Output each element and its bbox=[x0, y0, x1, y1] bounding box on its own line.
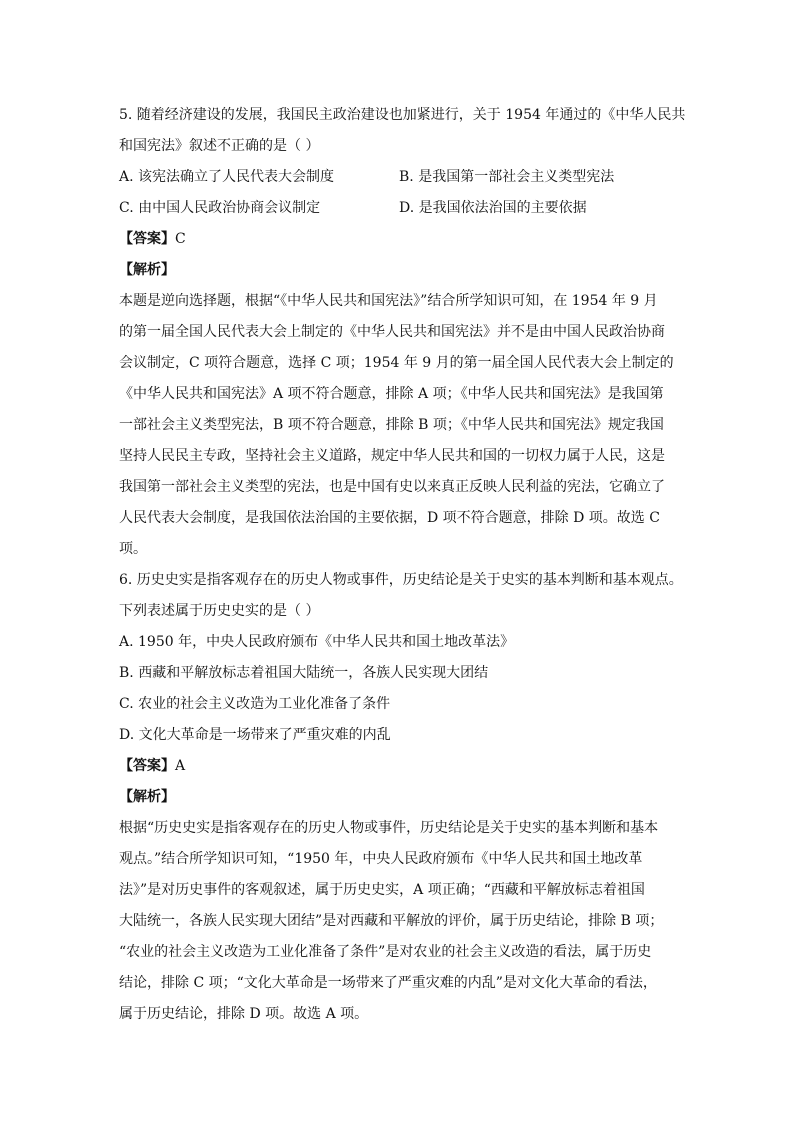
q5-option-c: C. 由中国人民政治协商会议制定 bbox=[119, 200, 321, 216]
q5-option-d: D. 是我国依法治国的主要依据 bbox=[399, 200, 587, 216]
q6-analysis-line-1: 根据“历史史实是指客观存在的历史人物或事件，历史结论是关于史实的基本判断和基本 bbox=[119, 820, 659, 836]
q6-answer-tag: 【答案】 bbox=[119, 758, 175, 774]
q5-analysis-line-3: 会议制定，C 项符合题意，选择 C 项；1954 年 9 月的第一届全国人民代表大会上制定的 bbox=[119, 355, 674, 371]
q6-analysis-line-3: 法》”是对历史事件的客观叙述，属于历史史实，A 项正确；“西藏和平解放标志着祖国 bbox=[119, 882, 645, 898]
q5-analysis-line-2: 的第一届全国人民代表大会上制定的《中华人民共和国宪法》并不是由中国人民政治协商 bbox=[119, 324, 665, 340]
q5-stem-line-2: 和国宪法》叙述不正确的是（ ） bbox=[119, 138, 320, 154]
q5-option-a: A. 该宪法确立了人民代表大会制度 bbox=[119, 169, 335, 185]
q5-analysis-line-5: 一部社会主义类型宪法，B 项不符合题意，排除 B 项；《中华人民共和国宪法》规定我国 bbox=[119, 417, 664, 433]
q5-answer-value: C bbox=[175, 231, 186, 247]
q6-analysis-tag: 【解析】 bbox=[119, 789, 175, 805]
q5-analysis-line-4: 《中华人民共和国宪法》A 项不符合题意，排除 A 项；《中华人民共和国宪法》是我国第 bbox=[119, 386, 664, 402]
q5-answer-tag: 【答案】 bbox=[119, 231, 175, 247]
q6-option-b: B. 西藏和平解放标志着祖国大陆统一，各族人民实现大团结 bbox=[119, 665, 489, 681]
q5-options-row-1 bbox=[119, 162, 679, 193]
q5-analysis-line-7: 我国第一部社会主义类型的宪法，也是中国有史以来真正反映人民利益的宪法，它确立了 bbox=[119, 479, 665, 495]
q5-analysis-line-8: 人民代表大会制度，是我国依法治国的主要依据，D 项不符合题意，排除 D 项。故选 C bbox=[119, 510, 660, 526]
q5-option-b: B. 是我国第一部社会主义类型宪法 bbox=[399, 169, 615, 185]
q6-analysis-line-4: 大陆统一，各族人民实现大团结”是对西藏和平解放的评价，属于历史结论，排除 B 项； bbox=[119, 913, 664, 929]
q5-analysis-line-6: 坚持人民民主专政，坚持社会主义道路，规定中华人民共和国的一切权力属于人民，这是 bbox=[119, 448, 665, 464]
q6-option-a: A. 1950 年，中央人民政府颁布《中华人民共和国土地改革法》 bbox=[119, 634, 515, 650]
q5-analysis-line-1: 本题是逆向选择题，根据“《中华人民共和国宪法》”结合所学知识可知，在 1954 年 9 月 bbox=[119, 293, 658, 309]
q6-answer bbox=[119, 751, 679, 782]
q6-stem-line-2: 下列表述属于历史史实的是（ ） bbox=[119, 603, 320, 619]
q6-analysis-heading bbox=[119, 782, 679, 813]
q5-options-row-2 bbox=[119, 193, 679, 224]
q6-analysis-line-2: 观点。”结合所学知识可知，“1950 年，中央人民政府颁布《中华人民共和国土地改革 bbox=[119, 851, 643, 867]
q5-answer bbox=[119, 224, 679, 255]
document-page bbox=[119, 100, 686, 1030]
q6-option-c: C. 农业的社会主义改造为工业化准备了条件 bbox=[119, 696, 391, 712]
q6-analysis-line-6: 结论，排除 C 项；“文化大革命是一场带来了严重灾难的内乱”是对文化大革命的看法， bbox=[119, 975, 657, 991]
q6-option-d: D. 文化大革命是一场带来了严重灾难的内乱 bbox=[119, 727, 391, 743]
q6-stem-line-1: 6. 历史史实是指客观存在的历史人物或事件，历史结论是关于史实的基本判断和基本观点。 bbox=[119, 572, 683, 588]
q5-stem-line-1: 5. 随着经济建设的发展，我国民主政治建设也加紧进行，关于 1954 年通过的《中华人民共 bbox=[119, 107, 686, 123]
q5-analysis-tag: 【解析】 bbox=[119, 262, 175, 278]
q6-analysis-line-7: 属于历史结论，排除 D 项。故选 A 项。 bbox=[119, 1006, 369, 1022]
q6-analysis-line-5: “农业的社会主义改造为工业化准备了条件”是对农业的社会主义改造的看法，属于历史 bbox=[119, 944, 652, 960]
q6-answer-value: A bbox=[175, 758, 186, 774]
q5-analysis-heading bbox=[119, 255, 679, 286]
q5-analysis-line-9: 项。 bbox=[119, 541, 147, 557]
